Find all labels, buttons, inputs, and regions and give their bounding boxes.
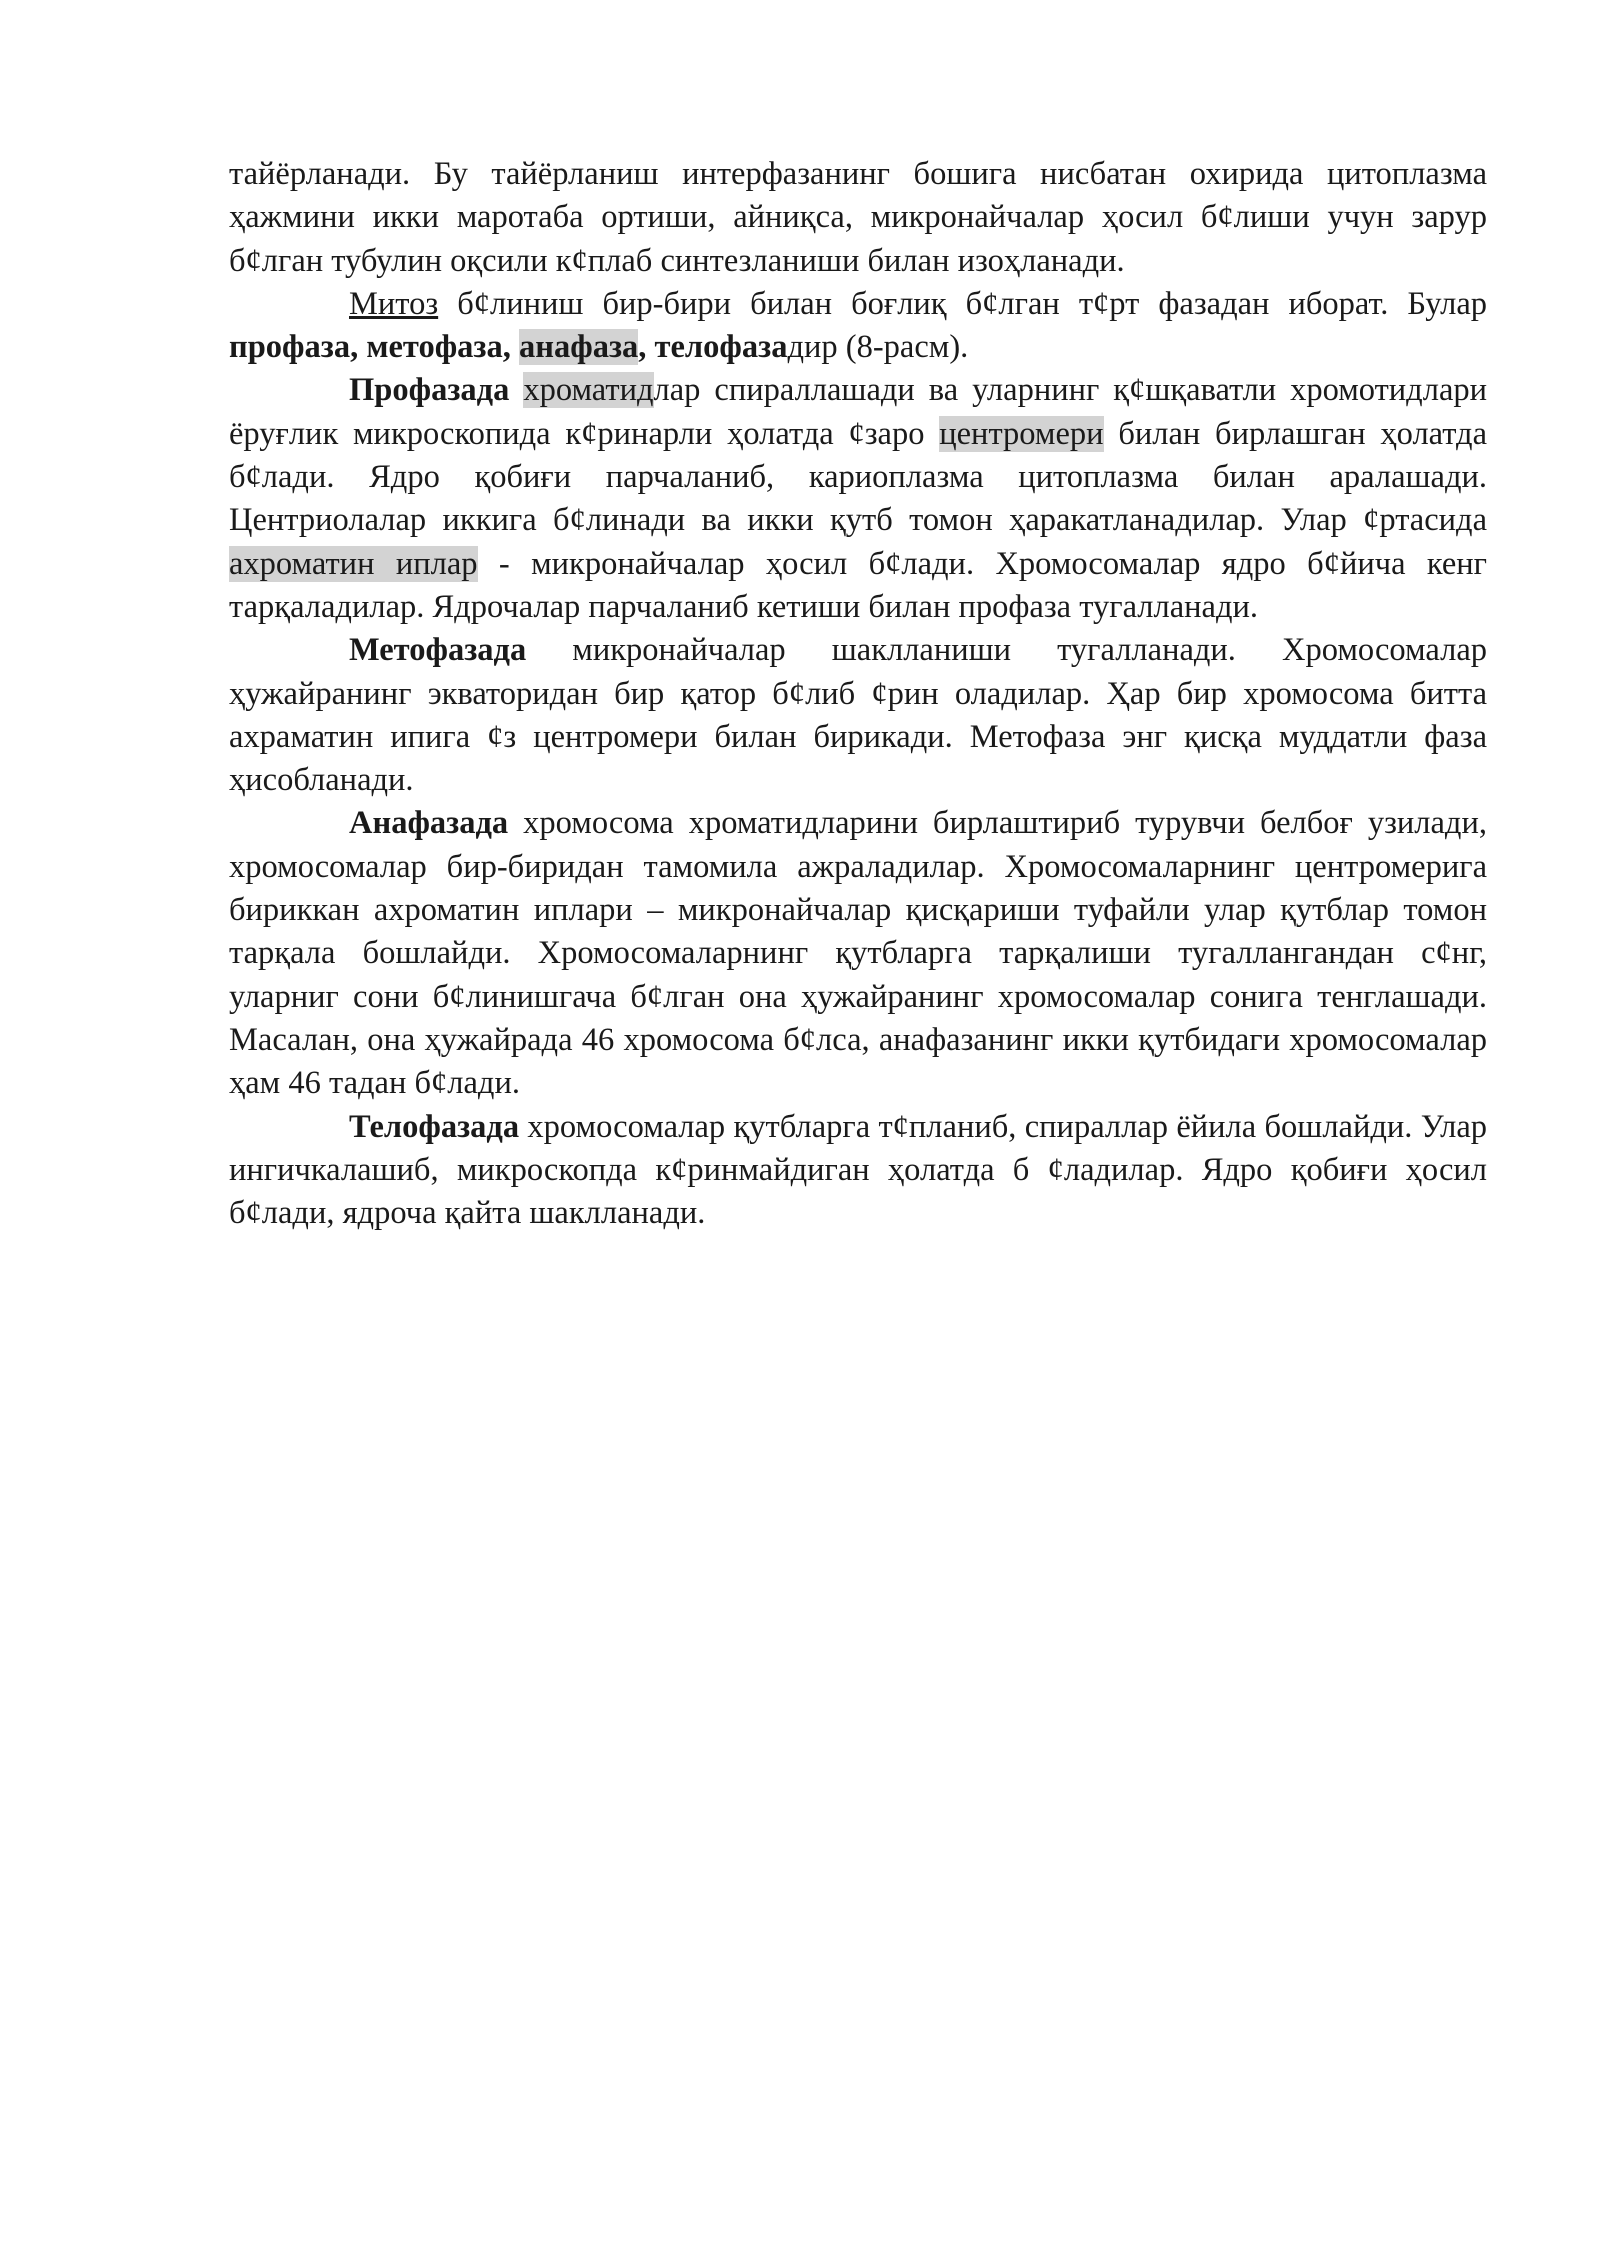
highlight-chromatid: хроматид	[523, 372, 654, 409]
anaphase-heading: Анафазада	[349, 805, 509, 842]
paragraph-mitosis-intro	[229, 283, 1487, 370]
prophase-text-2: билан бирлашган ҳолатда б¢лади. Ядро қобиғи парчаланиб, кариоплазма цитоплазма билан аралашади. Центриолалар иккига б¢линади ва икки қутб томон ҳаракатланадилар. Улар ¢ртасида	[229, 415, 1487, 539]
paragraph-interphase	[229, 153, 1487, 283]
mitosis-intro-end: дир (8-расм).	[787, 329, 969, 366]
mitosis-intro-text: б¢линиш бир-бири билан боғлиқ б¢лган т¢рт фазадан иборат. Булар	[438, 285, 1487, 322]
paragraph-interphase-text: тайёрланади. Бу тайёрланиш интерфазанинг бошига нисбатан охирида цитоплазма ҳажмини икки маротаба ортиши, айниқса, микронайчалар ҳосил б¢лиши учун зарур б¢лган тубулин оқсили к¢плаб синтезланиши билан изоҳланади.	[229, 156, 1487, 279]
metaphase-heading: Метофазада	[349, 632, 527, 669]
highlight-achromatin-threads: ахроматин иплар	[229, 545, 478, 582]
highlight-centromere: центромери	[939, 415, 1104, 452]
phase-list-bold-a: профаза, метофаза,	[229, 329, 519, 366]
document-page	[229, 153, 1487, 1235]
telophase-heading: Телофазада	[349, 1108, 520, 1145]
paragraph-anaphase	[229, 802, 1487, 1105]
term-mitosis: Митоз	[349, 285, 439, 322]
prophase-text-1: лар спираллашади ва уларнинг қ¢шқаватли хромотидлари ёруғлик микроскопида к¢ринарли ҳолатда ¢заро	[229, 372, 1488, 452]
paragraph-telophase	[229, 1106, 1487, 1236]
prophase-heading: Профазада	[349, 372, 510, 409]
phase-list-bold-b: , телофаза	[638, 329, 788, 366]
anaphase-text: хромосома хроматидларини бирлаштириб турувчи белбоғ узилади, хромосомалар бир-биридан тамомила ажраладилар. Хромосомаларнинг центромерига бириккан ахроматин иплари – микронайчалар қисқариши туфайли улар қутблар томон тарқала бошлайди. Хромосомаларнинг қутбларга тарқалиши тугаллангандан с¢нг, уларниг сони б¢линишгача б¢лган она ҳужайранинг хромосомалар сонига тенглашади. Масалан, она ҳужайрада 46 хромосома б¢лса, анафазанинг икки қутбидаги хромосомалар ҳам 46 тадан б¢лади.	[229, 805, 1487, 1102]
phase-anaphase-highlight: анафаза	[519, 329, 639, 366]
telophase-text: хромосомалар қутбларга т¢планиб, спираллар ёйила бошлайди. Улар ингичкалашиб, микроскопда к¢ринмайдиган ҳолатда б ¢ладилар. Ядро қобиғи ҳосил б¢лади, ядроча қайта шаклланади.	[229, 1108, 1487, 1232]
paragraph-prophase	[229, 369, 1487, 629]
paragraph-metaphase	[229, 629, 1487, 802]
prophase-text-3: - микронайчалар ҳосил б¢лади. Хромосомалар ядро б¢йича кенг тарқаладилар. Ядрочалар парчаланиб кетиши билан профаза тугалланади.	[229, 545, 1487, 625]
metaphase-text: микронайчалар шаклланиши тугалланади. Хромосомалар ҳужайранинг экваторидан бир қатор б¢либ ¢рин оладилар. Ҳар бир хромосома битта ахраматин ипига ¢з центромери билан бирикади. Метофаза энг қисқа муддатли фаза ҳисобланади.	[229, 632, 1487, 799]
